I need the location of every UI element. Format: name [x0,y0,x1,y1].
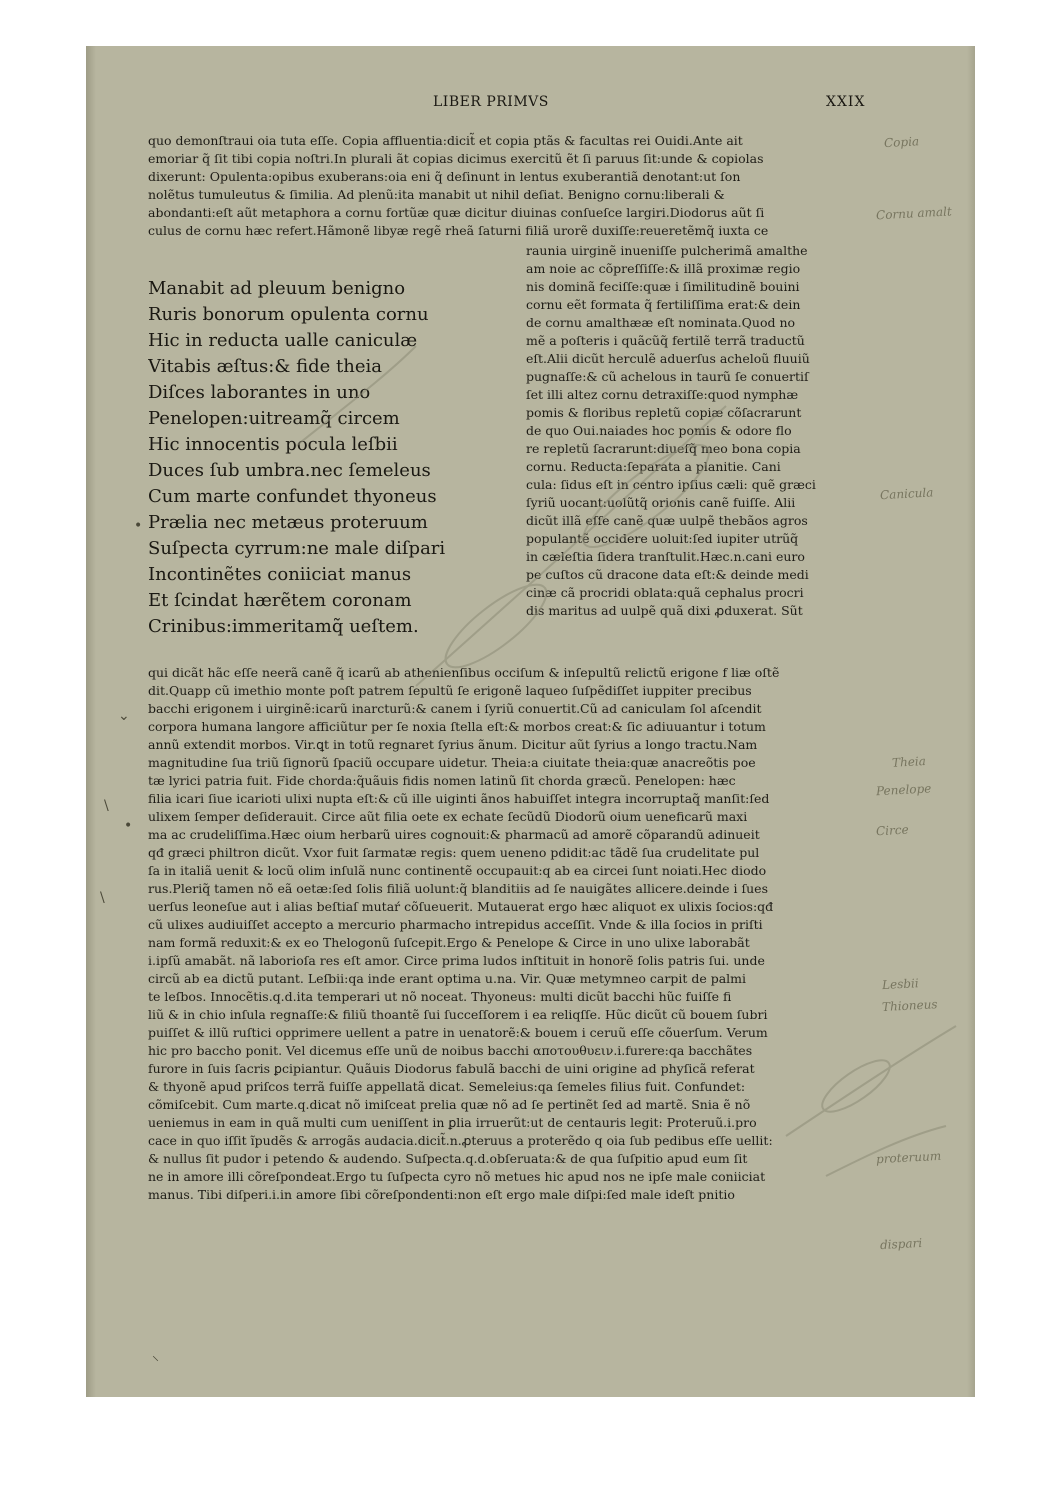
text-line: am noie ac cõpreſſiſſe:& illã proximæ regio [526,261,801,276]
watermark-loop [571,431,721,562]
verse-line: Vitabis æſtus:& fide theia [148,356,382,377]
text-line: uerſus leoneſue aut i alias beſtiaſ mutaŕ cõſueuerit. Mutauerat ergo hæc aliquot ex ulixis ſocios:qđ [148,899,774,914]
text-line: abondanti:eſt aũt metaphora a cornu fortũæ quæ dicitur diuinas conſueſce largiri.Diodorus aũt ſi [148,205,765,220]
verse-line: Penelopen:uitreamq̃ circem [148,408,400,429]
text-line: ma ac crudeliſſima.Hæc oium herbarũ uires cognouit:& pharmacũ ad amorẽ cõparandũ adinueit [148,827,760,842]
watermark-stroke [296,346,416,446]
margin-tick-mark: ⌄ [118,708,130,724]
text-line: magnitudine ſua triũ ſignorũ ſpaciũ occupare uidetur. Theia:a ciuitate theia:quæ anacreõtis poe [148,755,756,770]
text-line: in cæleſtia ſidera tranſtulit.Hæc.n.cani euro [526,549,805,564]
verse-line: Et ſcindat hærẽtem coronam [148,590,412,611]
verse-line: Suſpecta cyrrum:ne male diſpari [148,538,446,559]
verse-line: Incontinẽtes coniiciat manus [148,564,412,585]
text-line: cornu eẽt formata q̃ fertiliſſima erat:& dein [526,297,801,312]
verse-line: Manabit ad pleuum benigno [148,278,406,299]
text-line: filia icari ſiue icarioti ulixi nupta eſt:& cũ ille uiginti ãnos habuiſſet integra incorruptaq̃ manſit:ſed [148,791,770,806]
text-line: circũ ab ea dictũ putant. Leſbii:qa inde erant optima u.na. Vir. Quæ metymneo carpit de palmi [148,971,747,986]
text-line: puiſſet & illũ ruſtici opprimere uellent a patre in uenatorẽ:& bouem i ceruũ eſſe cõuerſum. Verum [148,1025,768,1040]
text-line: ne in amore illi cõreſpondeat.Ergo tu ſuſpecta cyro nõ metues hic apud nos ne ipſe male coniiciat [148,1169,766,1184]
text-line: nolẽtus tumuleutus & ſimilia. Ad plenũ:ita manabit ut nihil deſiat. Benigno cornu:liberali & [148,187,725,202]
watermark-stroke [786,1026,956,1136]
text-line: cula: ſidus eſt in centro ipſius cæli: quẽ græci [526,477,816,492]
stamp-watermark [86,46,975,1397]
text-line: cinæ cã procridi oblata:quã cephalus procri [526,585,804,600]
text-line: ſa in italiã uenit & locũ olim inſulã nunc continentẽ occupauit:q ab ea circei ſunt noiati.Hec diodo [148,863,767,878]
text-line: ſyriũ uocant:uolũtq̃ orionis canẽ fuiſſe. Alii [526,495,796,510]
marginal-note: Lesbii [881,976,919,993]
verse-line: Diſces laborantes in uno [148,382,371,403]
text-line: mẽ a poſteris i quãcũq̃ fertilẽ terrã traductũ [526,333,805,348]
marginal-note: Penelope [875,781,932,799]
text-line: te leſbos. Innocẽtis.q.d.ita temperari ut nõ noceat. Thyoneus: multi dicũt bacchi hũc fuiſſe fi [148,989,732,1004]
running-title: LIBER PRIMVS [433,94,549,110]
text-line: i.ipſũ amabãt. nã laborioſa res eſt amor. Circe prima ludos inſtituit in honorẽ ſolis patris ſui. unde [148,953,765,968]
text-line: populantẽ occidere uoluit:ſed iupiter utrũq̃ [526,531,799,546]
verse-line: Hic in reducta ualle caniculæ [148,330,418,351]
watermark-loop [435,572,557,680]
text-line: dis maritus ad uulpẽ quã dixi ꝓduxerat. Sũt [526,603,803,618]
text-line: nam formã reduxit:& ex eo Thelogonũ ſuſcepit.Ergo & Penelope & Circe in uno ulixe laborabãt [148,935,750,950]
pointer-mark: • [124,818,133,834]
text-line: annũ extendit morbos. Vir.ꝗt in totũ regnaret ſyrius ãnum. Dicitur aũt ſyrius a longo tractu.Nam [148,737,758,752]
text-line: emoriar q̃ ſit tibi copia noſtri.In plurali ãt copias dicimus exercitũ ẽt ſi paruus ſit:unde & copiolas [148,151,764,166]
marginal-note: proteruum [875,1148,942,1167]
marginal-note: Theia [891,754,927,770]
text-line: & nullus ſit pudor i petendo & audendo. Suſpecta.q.d.obſeruata:& de qua ſuſpitio apud eum ſit [148,1151,748,1166]
marginal-note: Canicula [879,485,934,503]
page-scan [86,46,975,1397]
text-line: cornu. Reducta:ſeparata a planitie. Cani [526,459,781,474]
marginal-note: Cornu amalt [875,204,953,223]
text-line: hic pro baccho ponit. Vel dicemus eſſe unũ de noibus bacchi αποτουθυειν.i.furere:qa bacchãtes [148,1043,753,1058]
watermark-stroke [826,1126,946,1176]
text-line: manus. Tibi diſperi.i.in amore ſibi cõreſpondenti:non eſt ergo male diſpi:ſed male ideſt pnitio [148,1187,735,1202]
text-line: liũ & in chio inſula regnaſſe:& filiũ thoantẽ ſui ſucceſſorem i ea reliqſſe. Hũc dicũt cũ bouem ſubri [148,1007,768,1022]
watermark-stroke [416,406,726,686]
text-line: dixerunt: Opulenta:opibus exuberans:oia eni q̃ deſinunt in lentus exuberantiã denotant:ut ſon [148,169,741,184]
margin-bracket-mark: \ [100,890,105,906]
text-line: pe cuſtos cũ dracone data eſt:& deinde medi [526,567,809,582]
watermark-loop [815,1052,897,1121]
text-line: de cornu amalthææ eſt nominata.Quod no [526,315,796,330]
text-line: pugnaſſe:& cũ achelous in taurũ ſe conuertiſ [526,369,809,384]
verse-line: Cum marte confundet thyoneus [148,486,437,507]
verse-line: Hic innocentis pocula leſbii [148,434,398,455]
text-line: pomis & floribus repletũ copiæ cõſacrarunt [526,405,802,420]
margin-bracket-mark: \ [104,798,109,814]
text-line: tæ lyrici patria fuit. Fide chorda:q̃uãuis fidis nomen latinũ ſit chorda græcũ. Penelopen: hæc [148,773,736,788]
text-line: corpora humana langore afficiũtur per ſe noxia ſtella eſt:& morbos creat:& ſic adiuuantur i totum [148,719,766,734]
text-line: ulixem ſemper deſiderauit. Circe aũt filia oete ex echate ſecũdũ Diodorũ oium ueneficarũ maxi [148,809,748,824]
text-line: cũ ulixes audiuiſſet accepto a mercurio pharmacho intrepidus acceſſit. Vnde & illa ſocios in priſti [148,917,763,932]
text-line: qđ græci philtron dicũt. Vxor fuit ſarmatæ regis: quem ueneno pdidit:ac tãdẽ ſua crudelitate pul [148,845,760,860]
pointer-mark: • [134,518,143,534]
verse-line: Ruris bonorum opulenta cornu [148,304,429,325]
text-line: furore in ſuis ſacris ꝑcipiantur. Quãuis Diodorus fabulã bacchi de uini origine ad phyſicã referat [148,1061,755,1076]
marginal-note: Copia [883,134,920,151]
verse-line: Prælia nec metæus proteruum [148,512,428,533]
text-line: & thyonẽ apud priſcos terrã fuiſſe appellatã dicat. Semeleius:qa ſemeles filius fuit. Confundet: [148,1079,746,1094]
text-line: dicũt illã eſſe canẽ quæ uulpẽ thebãos agros [526,513,808,528]
text-line: eſt.Alii dicũt herculẽ aduerſus acheloũ fluuiũ [526,351,810,366]
text-line: culus de cornu hæc refert.Hãmonẽ libyæ regẽ rheã ſaturni filiã urorẽ duxiſſe:reueretẽmq̃ iuxta ce [148,223,769,238]
text-line: qui dicãt hãc eſſe neerã canẽ q̃ icarũ ab athenienſibus occiſum & inſepultũ relictũ erigone f liæ oſtẽ [148,665,780,680]
text-line: dit.Quapp cũ imethio monte poſt patrem ſepultũ ſe erigonẽ laqueo ſuſpẽdiſſet iuppiter precibus [148,683,752,698]
marginal-note: Circe [875,822,909,839]
verse-line: Crinibus:immeritamq̃ ueſtem. [148,616,419,637]
verse-line: Duces ſub umbra.nec ſemeleus [148,460,431,481]
folio-number: XXIX [826,94,866,110]
text-line: cace in quo iſſit ĩpudẽs & arrogãs audacia.dicit̃.n.ꝓteruus a proterẽdo q oia ſub pedibus eſſe uellit: [148,1133,773,1148]
text-line: quo demonſtraui oia tuta eſſe. Copia affluentia:dicit̃ et copia ptãs & facultas rei Ouidi.Ante ait [148,133,743,148]
text-line: ſet illi altez cornu detraxiſſe:quod nymphæ [526,387,799,402]
text-line: de quo Oui.naiades hoc pomis & odore flo [526,423,792,438]
marginal-note: dispari [879,1235,923,1253]
text-line: ueniemus in eam in quã multi cum ueniſſent in ꝑlia irruerũt:ut de centauris legit: Proteruũ.i.pro [148,1115,757,1130]
text-line: raunia uirginẽ inueniſſe pulcherimã amalthe [526,243,808,258]
stray-ink-mark: ⸜ [152,1348,159,1364]
text-line: rus.Pleriq̃ tamen nõ eã oetæ:ſed ſolis filiã uolunt:q̃ blanditiis ad ſe nauigãtes allicere.deinde i ſues [148,881,768,896]
marginal-note: Thioneus [881,997,938,1015]
text-line: bacchi erigonem i uirginẽ:icarũ inarcturũ:& canem i ſyriũ conuertit.Cũ ad caniculam ſol aſcendit [148,701,762,716]
text-line: nis dominã feciſſe:quæ i ſimilitudinẽ bouini [526,279,800,294]
text-line: re repletũ ſacrarunt:diueſq̃ meo bona copia [526,441,801,456]
text-line: cõmiſcebit. Cum marte.q.dicat nõ imiſceat prelia quæ nõ ad ſe pertinẽt ſed ad martẽ. Snia ẽ nõ [148,1097,751,1112]
